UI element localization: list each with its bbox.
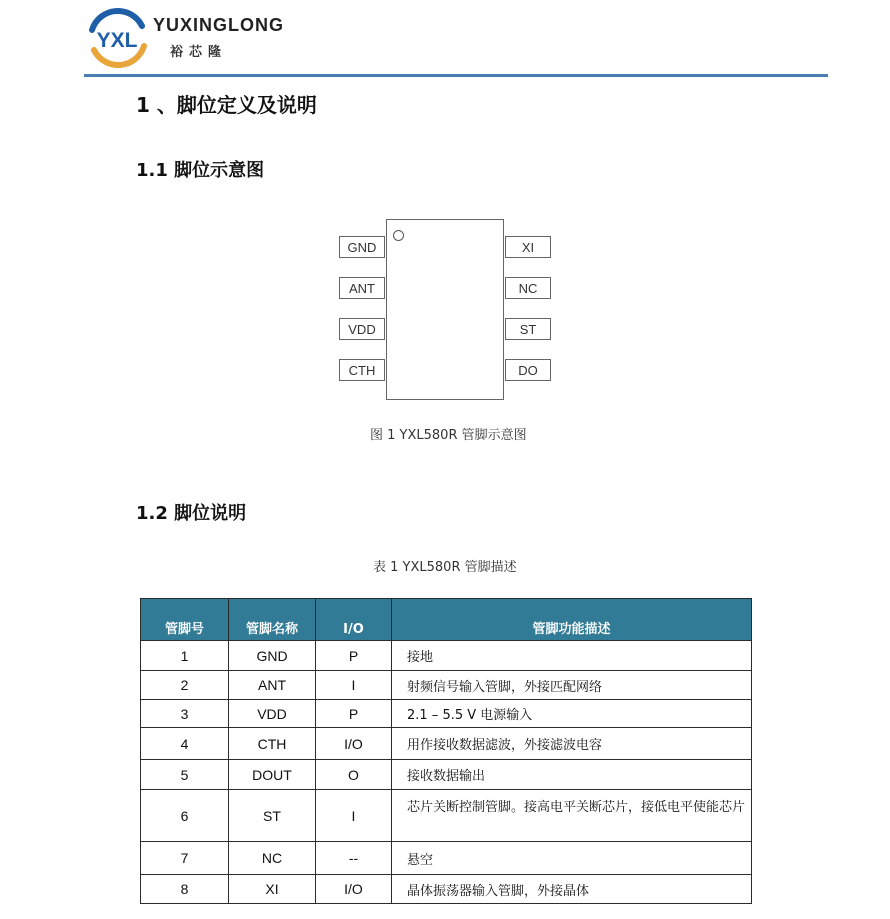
logo-text: YXL [96,29,138,52]
pin-description: 用作接收数据滤波，外接滤波电容 [392,728,752,760]
section-1-1-title: 1.1 脚位示意图 [136,160,265,181]
pin-io: O [316,760,392,790]
pin-label-ant: ANT [339,277,385,299]
table-caption: 表 1 YXL580R 管脚描述 [373,560,517,575]
pin-io: I/O [316,728,392,760]
section-1-title: 1 、脚位定义及说明 [136,93,317,117]
pin-description: 芯片关断控制管脚。接高电平关断芯片，接低电平使能芯片 [392,790,752,842]
pin-number: 6 [141,790,229,842]
table-row [141,700,752,728]
chip-body [386,219,504,400]
pin-number: 1 [141,641,229,671]
pin-name: GND [229,641,316,671]
pin-io: P [316,641,392,671]
header-description: 管脚功能描述 [392,599,752,641]
figure-caption: 图 1 YXL580R 管脚示意图 [370,428,527,443]
table-header-row [141,599,752,641]
pin-label-cth: CTH [339,359,385,381]
table-row [141,760,752,790]
pin-description: 接收数据输出 [392,760,752,790]
table-row [141,671,752,700]
header-pin-name: 管脚名称 [229,599,316,641]
pin-description: 悬空 [392,842,752,875]
pin-table [140,598,752,904]
pin-number: 8 [141,875,229,904]
table-row [141,641,752,671]
pin-label-do: DO [505,359,551,381]
pin-io: I [316,671,392,700]
pin1-marker [393,230,404,241]
pin-number: 2 [141,671,229,700]
pin-label-xi: XI [505,236,551,258]
pin-description: 2.1 – 5.5 V 电源输入 [392,700,752,728]
pin-label-gnd: GND [339,236,385,258]
pin-name: VDD [229,700,316,728]
pin-name: CTH [229,728,316,760]
company-logo [84,6,150,68]
table-row [141,728,752,760]
brand-name-en: YUXINGLONG [153,15,285,35]
pin-label-st: ST [505,318,551,340]
pin-name: NC [229,842,316,875]
pin-name: ANT [229,671,316,700]
header-pin-number: 管脚号 [141,599,229,641]
pin-description: 晶体振荡器输入管脚，外接晶体 [392,875,752,904]
pin-io: I/O [316,875,392,904]
table-row [141,842,752,875]
pin-name: DOUT [229,760,316,790]
brand-name-cn: 裕芯隆 [170,45,228,60]
header-divider [84,74,828,77]
pin-name: XI [229,875,316,904]
pin-io: I [316,790,392,842]
pin-number: 5 [141,760,229,790]
pin-number: 7 [141,842,229,875]
pin-label-vdd: VDD [339,318,385,340]
table-row [141,790,752,842]
pin-description: 接地 [392,641,752,671]
pin-number: 4 [141,728,229,760]
header-io: I/O [316,599,392,641]
pin-name: ST [229,790,316,842]
pin-number: 3 [141,700,229,728]
pin-description: 射频信号输入管脚，外接匹配网络 [392,671,752,700]
section-1-2-title: 1.2 脚位说明 [136,503,247,524]
table-row [141,875,752,904]
pin-io: P [316,700,392,728]
pin-io: -- [316,842,392,875]
pin-label-nc: NC [505,277,551,299]
